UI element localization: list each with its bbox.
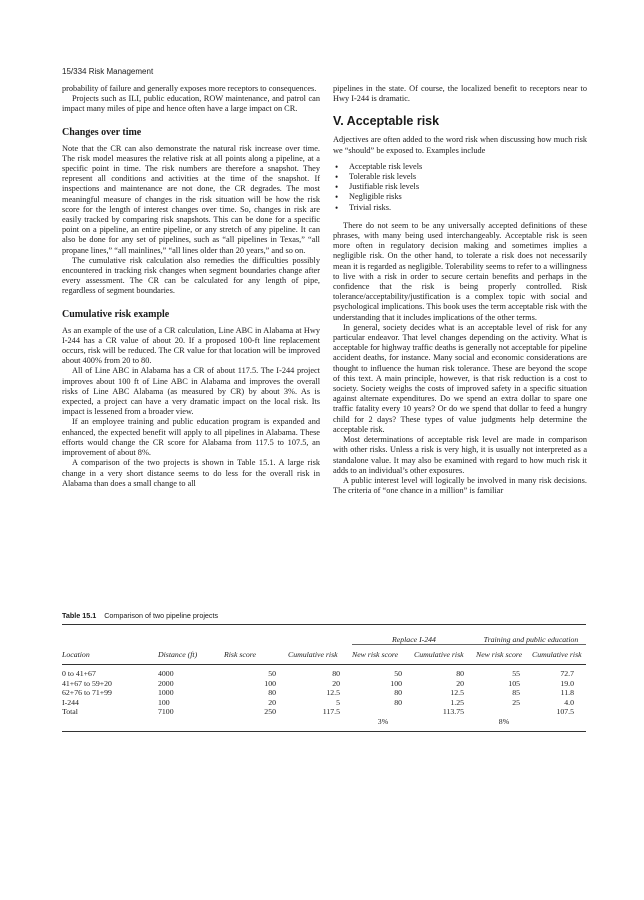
table-label: Table 15.1	[62, 611, 97, 620]
table-cell: 117.5	[322, 707, 340, 717]
column-header: Cumulative risk	[288, 650, 338, 659]
table-cell: 105	[508, 678, 520, 688]
table-header-row	[62, 645, 586, 665]
heading-cumulative-risk-example: Cumulative risk example	[62, 308, 170, 320]
heading-changes-over-time: Changes over time	[62, 126, 142, 138]
table-cell: 20	[456, 678, 464, 688]
left-column	[62, 84, 320, 489]
table-cell: 100	[264, 678, 276, 688]
table-cell	[532, 717, 586, 731]
list-item: • Trivial risks.	[345, 203, 587, 213]
right-column	[333, 84, 587, 496]
table-cell: 250	[264, 707, 276, 717]
table-cell: I-244	[62, 697, 79, 707]
comparison-table	[62, 624, 586, 732]
table-cell: 0 to 41+67	[62, 669, 96, 678]
table-cell: 72.7	[560, 669, 574, 678]
table-cell	[158, 717, 224, 731]
table-cell: 55	[512, 669, 520, 678]
table-cell	[288, 717, 352, 731]
table-cell: 20	[268, 697, 276, 707]
table-cell: 20	[332, 678, 340, 688]
paragraph: A comparison of the two projects is shown in Table 15.1. A large risk change in a very short distance seems to do less for the overall risk in Alabama than does a small change to all	[62, 458, 320, 488]
table-cell: 4000	[158, 669, 174, 678]
paragraph: If an employee training and public education program is expanded and enhanced, the expected benefit will apply to all pipelines in Alabama. These efforts would change the CR score for Alabama from 117.5 to 107.5, an improvement of about 8%.	[62, 417, 320, 458]
table-cell: 25	[512, 697, 520, 707]
percent-improvement-replace: 3%	[377, 716, 389, 726]
running-head: 15/334 Risk Management	[62, 67, 154, 76]
list-item: • Tolerable risk levels	[345, 172, 587, 182]
table-cell	[414, 717, 476, 731]
column-header: New risk score	[352, 650, 399, 659]
table-cell: 12.5	[450, 688, 464, 698]
table-cell: 11.8	[560, 688, 574, 698]
table-row	[62, 665, 586, 679]
table-cell: 50	[268, 669, 276, 678]
table-cell: 100	[158, 697, 170, 707]
list-item: • Negligible risks	[345, 192, 587, 202]
table-cell: 80	[456, 669, 464, 678]
table-cell: 5	[336, 697, 340, 707]
table-row	[62, 698, 586, 708]
column-header: New risk score	[476, 650, 523, 659]
table-cell: 80	[394, 688, 402, 698]
paragraph: The cumulative risk calculation also remedies the difficulties possibly encountered in tracking risk changes when segment boundaries change after every assessment. The CR can be calculated for any length of pipe, regardless of segment boundaries.	[62, 255, 320, 296]
paragraph: Adjectives are often added to the word risk when discussing how much risk we “should” be exposed to. Examples include	[333, 135, 587, 155]
table-cell: 41+67 to 59+20	[62, 678, 112, 688]
paragraph: Most determinations of acceptable risk level are made in comparison with other risks. Unless a risk is very high, it is usually not interpreted as a standalone value. It may also be examined with regard to how much risk it adds to an individual’s other exposures.	[333, 435, 587, 475]
table-group-row	[62, 625, 586, 645]
paragraph: As an example of the use of a CR calculation, Line ABC in Alabama at Hwy I-244 has a CR value of about 20. If a proposed 100-ft line replacement occurs, risk will be reduced. The CR value for that location will be improved about 400% from 20 to 80.	[62, 325, 320, 366]
list-item: • Justifiable risk levels	[345, 182, 587, 192]
table-cell: 80	[268, 688, 276, 698]
table-cell: 2000	[158, 678, 174, 688]
paragraph: All of Line ABC in Alabama has a CR of about 117.5. The I-244 project improves about 100 ft of Line ABC in Alabama and improves the overall risks of Line ABC Alabama (as measured by CR) by about 3%. As is expected, a project can have a very dramatic impact on the local risk. Its impact is lessened from a broader view.	[62, 366, 320, 417]
table-cell: 113.75	[442, 707, 464, 717]
paragraph: There do not seem to be any universally accepted definitions of these phrases, with many being used interchangeably. Acceptable risk is seen more often in regulatory decision making and sometimes implies a negligible risk. On the other hand, to tolerate a risk does not necessarily mean it is regarded as negligible. Tolerability seems to refer to a willingness to live with a risk in order to secure certain benefits and perhaps in the confidence that the risk is being properly controlled. Risk tolerance/acceptability/justification is a complex topic with social and psychological implications. This book uses the term acceptable risk with the understanding that it includes implications of the other terms.	[333, 220, 587, 322]
table-cell: 100	[390, 678, 402, 688]
table-cell	[224, 717, 288, 731]
column-header: Location	[62, 650, 90, 659]
table-row-total	[62, 707, 586, 717]
table-cell	[476, 707, 532, 717]
table-caption-text: Comparison of two pipeline projects	[104, 611, 219, 620]
table-cell: Total	[62, 707, 78, 717]
table-cell: 85	[512, 688, 520, 698]
paragraph: Projects such as ILI, public education, ROW maintenance, and patrol can impact many miles of pipe and hence often have a large impact on CR.	[62, 94, 320, 114]
column-header: Distance (ft)	[158, 650, 198, 659]
table-cell	[352, 707, 414, 717]
list-item: • Acceptable risk levels	[345, 162, 587, 172]
column-header: Cumulative risk	[414, 650, 464, 659]
table-cell: 80	[394, 697, 402, 707]
table-cell: 107.5	[556, 707, 574, 717]
section-heading-acceptable-risk: V. Acceptable risk	[333, 114, 440, 129]
table-cell: 1000	[158, 688, 174, 698]
table-cell: 19.0	[560, 678, 574, 688]
table-cell: 1.25	[450, 697, 464, 707]
table-row	[62, 679, 586, 689]
paragraph: In general, society decides what is an acceptable level of risk for any particular endeavor. That level changes depending on the activity. What is acceptable for highway traffic deaths is generally not acceptable for pipeline accident deaths, for instance. Many social and economic considerations are thought to influence the human risk tolerance. These are beyond the scope of this text. A main principle, however, is that risk reduction is a cost to society. Society weighs the costs of improved safety in a specific situation against alternate expenditures. Do we spend an extra dollar to spare one traffic fatality every 10 years? Or do we spend that dollar to feed a hungry child for 2 days? These types of value judgments help determine the acceptable risk.	[333, 322, 587, 434]
table-caption	[62, 611, 218, 620]
risk-terms-list	[333, 162, 587, 213]
table-row-percent	[62, 717, 586, 731]
paragraph: pipelines in the state. Of course, the localized benefit to receptors near to Hwy I-244 is dramatic.	[333, 84, 587, 104]
table-cell: 50	[394, 669, 402, 678]
group-header-replace: Replace I-244	[352, 625, 476, 645]
table-cell: 7100	[158, 707, 174, 717]
percent-improvement-training: 8%	[498, 716, 510, 726]
column-header: Cumulative risk	[532, 650, 582, 659]
table-cell	[62, 717, 158, 731]
paragraph: A public interest level will logically be involved in many risk decisions. The criteria of “one chance in a million” is familiar	[333, 475, 587, 496]
column-header: Risk score	[224, 650, 256, 659]
table-cell: 12.5	[326, 688, 340, 698]
paragraph: Note that the CR can also demonstrate the natural risk increase over time. The risk model measures the relative risk at all points along a pipeline, at a specific point in time. The risk numbers are therefore a snapshot. They represent all conditions and activities at the time of the snapshot. If inspections and maintenance are not done, the CR degrades. The most meaningful measure of changes in the risk situation will be how the risk score for the length of interest changes over time. So, changes in risk are easily tracked by comparing risk snapshots. This can be done for a specific point on a pipeline, an entire pipeline, or any stretch of any pipeline. It can also be done for any set of pipelines, such as “all pipelines in Texas,” “all propane lines,” “all mainlines,” “all lines older than 20 years,” and so on.	[62, 143, 320, 255]
group-header-training: Training and public education	[476, 625, 586, 645]
table-cell: 80	[332, 669, 340, 678]
table-cell: 62+76 to 71+99	[62, 688, 112, 698]
table-cell: 4.0	[564, 697, 574, 707]
paragraph: probability of failure and generally exposes more receptors to consequences.	[62, 84, 317, 93]
table-row	[62, 688, 586, 698]
